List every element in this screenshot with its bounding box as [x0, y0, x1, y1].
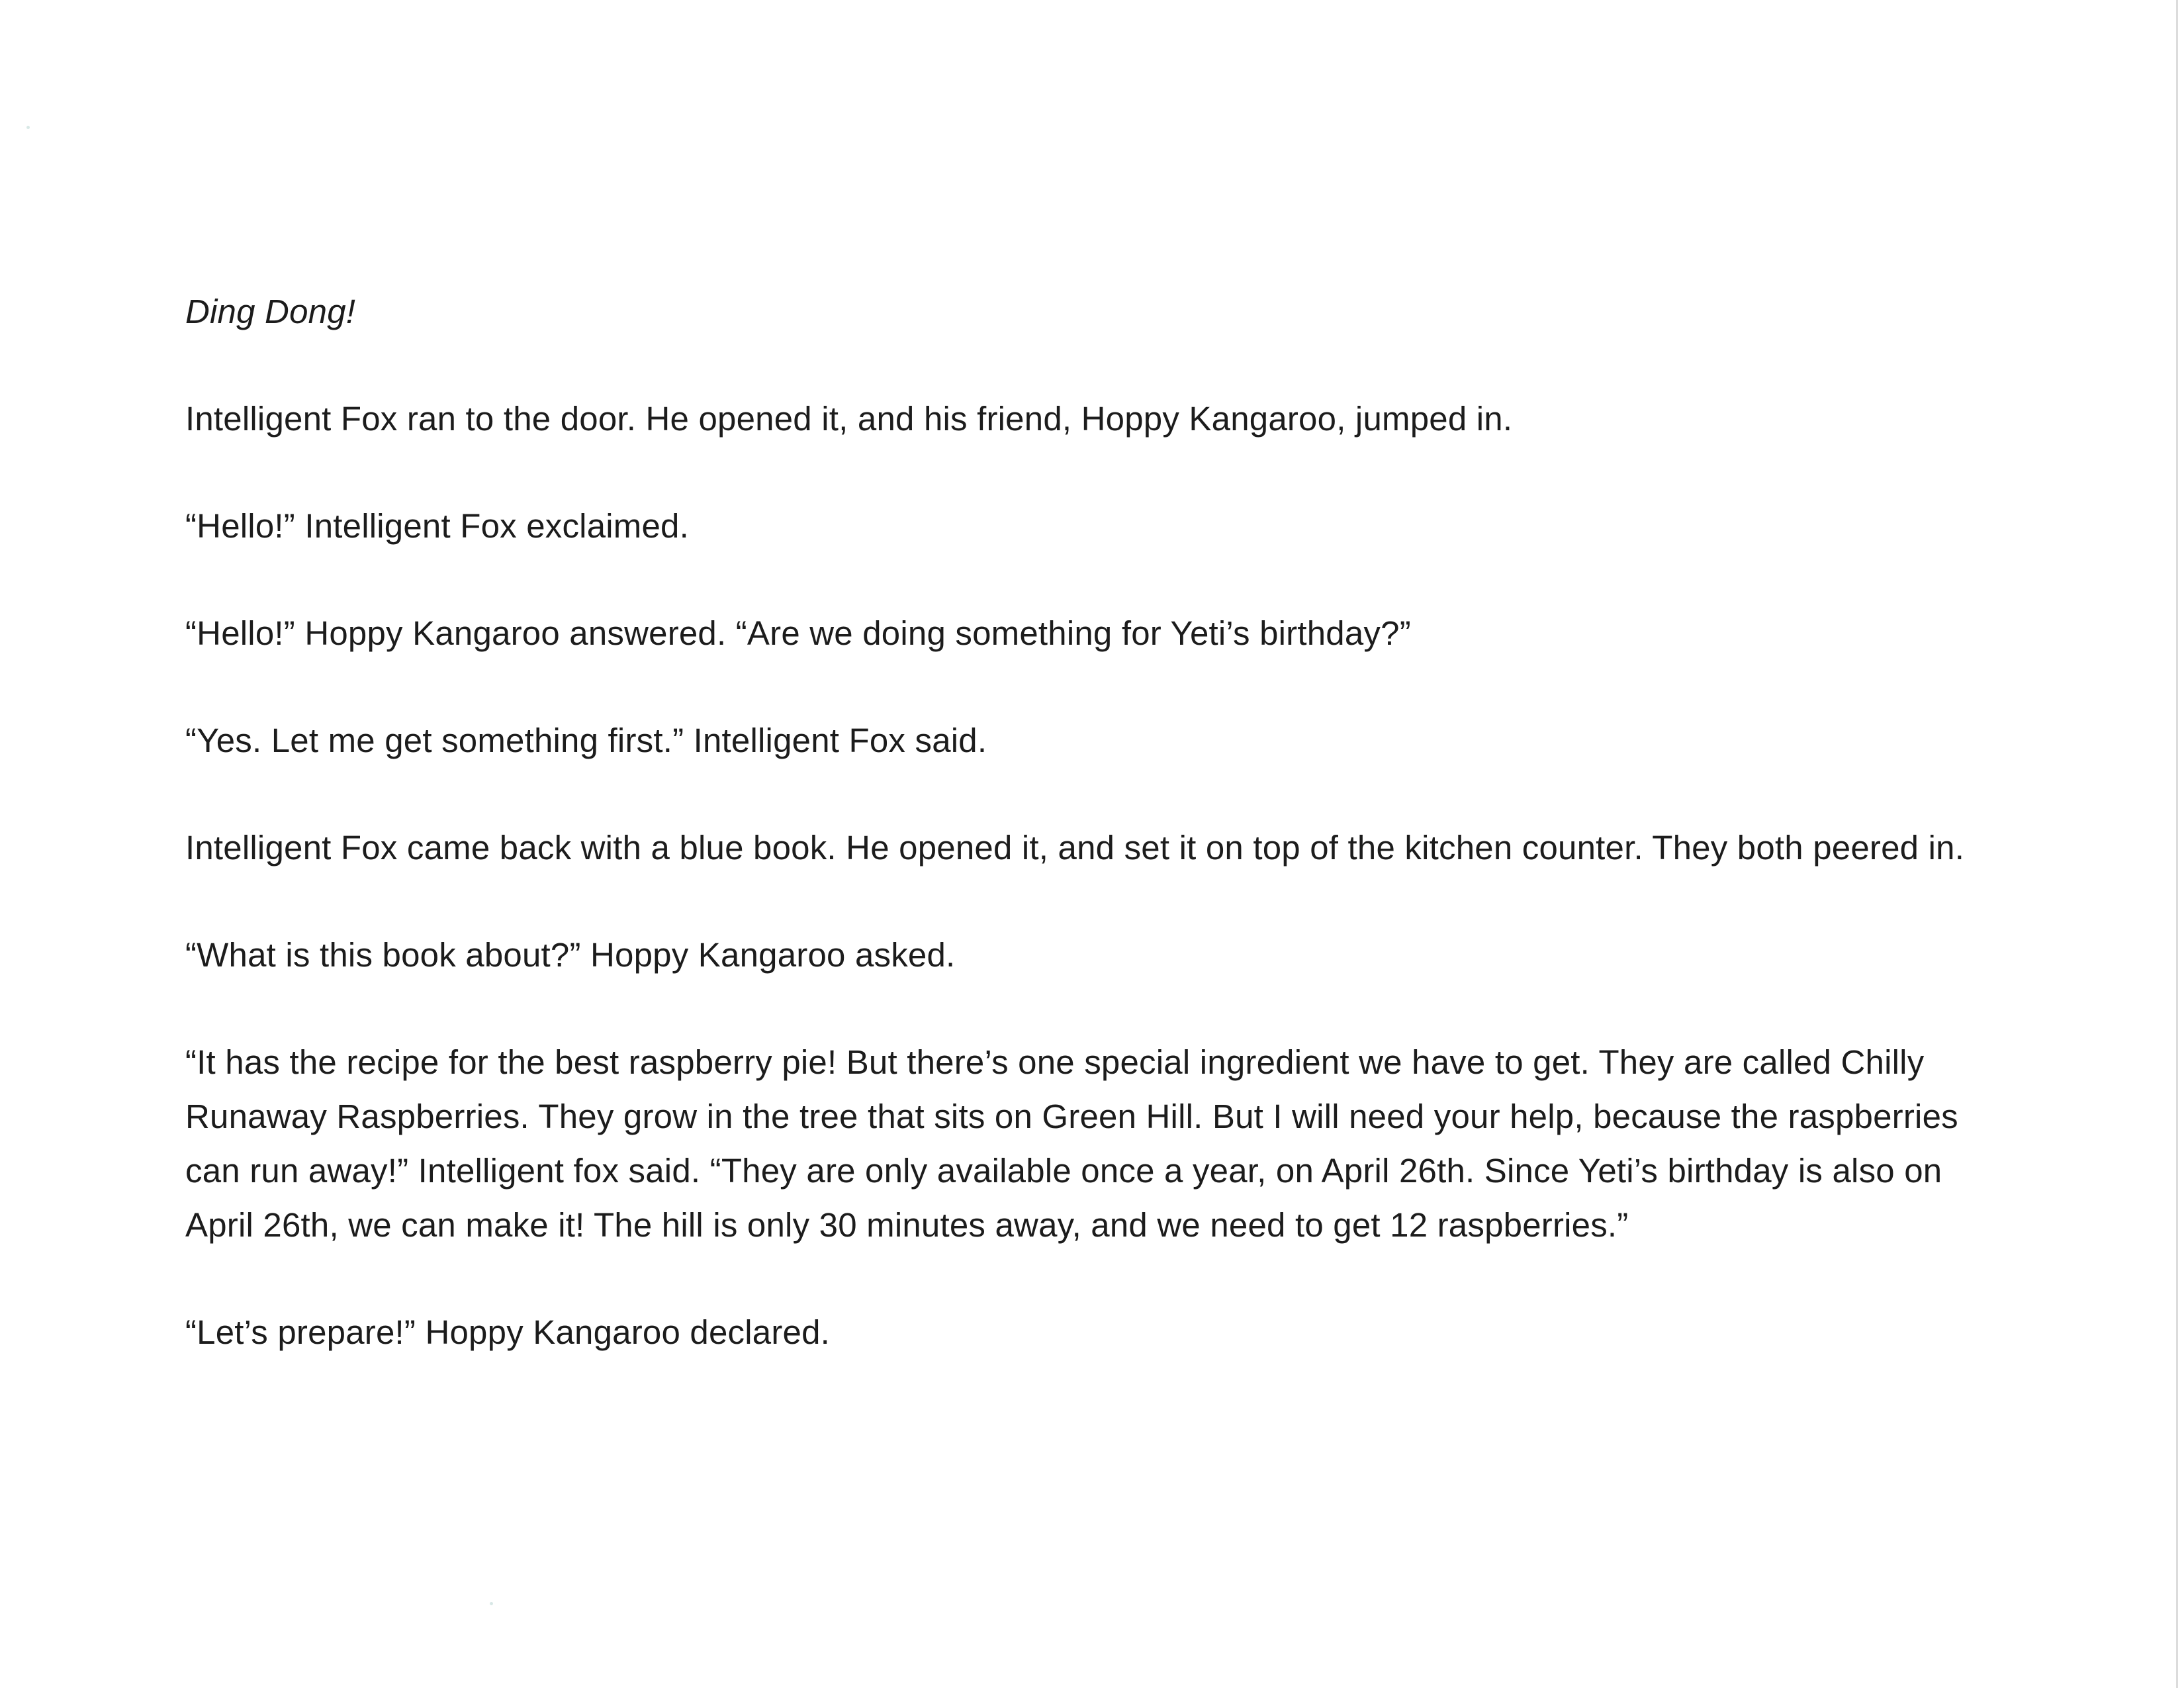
- page-edge-line: [2176, 0, 2178, 1688]
- story-paragraph: “Yes. Let me get something first.” Intelligent Fox said.: [185, 722, 987, 759]
- story-paragraph: “What is this book about?” Hoppy Kangaroo asked.: [185, 936, 956, 974]
- story-paragraph: “Let’s prepare!” Hoppy Kangaroo declared.: [185, 1313, 831, 1351]
- scan-speck: [26, 126, 30, 129]
- story-paragraph: Intelligent Fox came back with a blue book. He opened it, and set it on top of the kitchen counter. They both peered in.: [185, 829, 1965, 867]
- story-paragraph: “Hello!” Intelligent Fox exclaimed.: [185, 507, 689, 545]
- story-paragraph: Intelligent Fox ran to the door. He opened it, and his friend, Hoppy Kangaroo, jumped in.: [185, 400, 1513, 438]
- story-paragraph-sound: Ding Dong!: [185, 293, 356, 330]
- story-paragraph: “Hello!” Hoppy Kangaroo answered. “Are we doing something for Yeti’s birthday?”: [185, 614, 1411, 652]
- story-text: [185, 285, 1985, 1413]
- scan-speck: [490, 1602, 493, 1605]
- story-paragraph: “It has the recipe for the best raspberry pie! But there’s one special ingredient we have to get. They are called Chilly Runaway Raspberries. They grow in the tree that sits on Green Hill. But I will need your help, because the raspberries can run away!” Intelligent fox said. “They are only available once a year, on April 26th. Since Yeti’s birthday is also on April 26th, we can make it! The hill is only 30 minutes away, and we need to get 12 raspberries.”: [185, 1043, 1958, 1244]
